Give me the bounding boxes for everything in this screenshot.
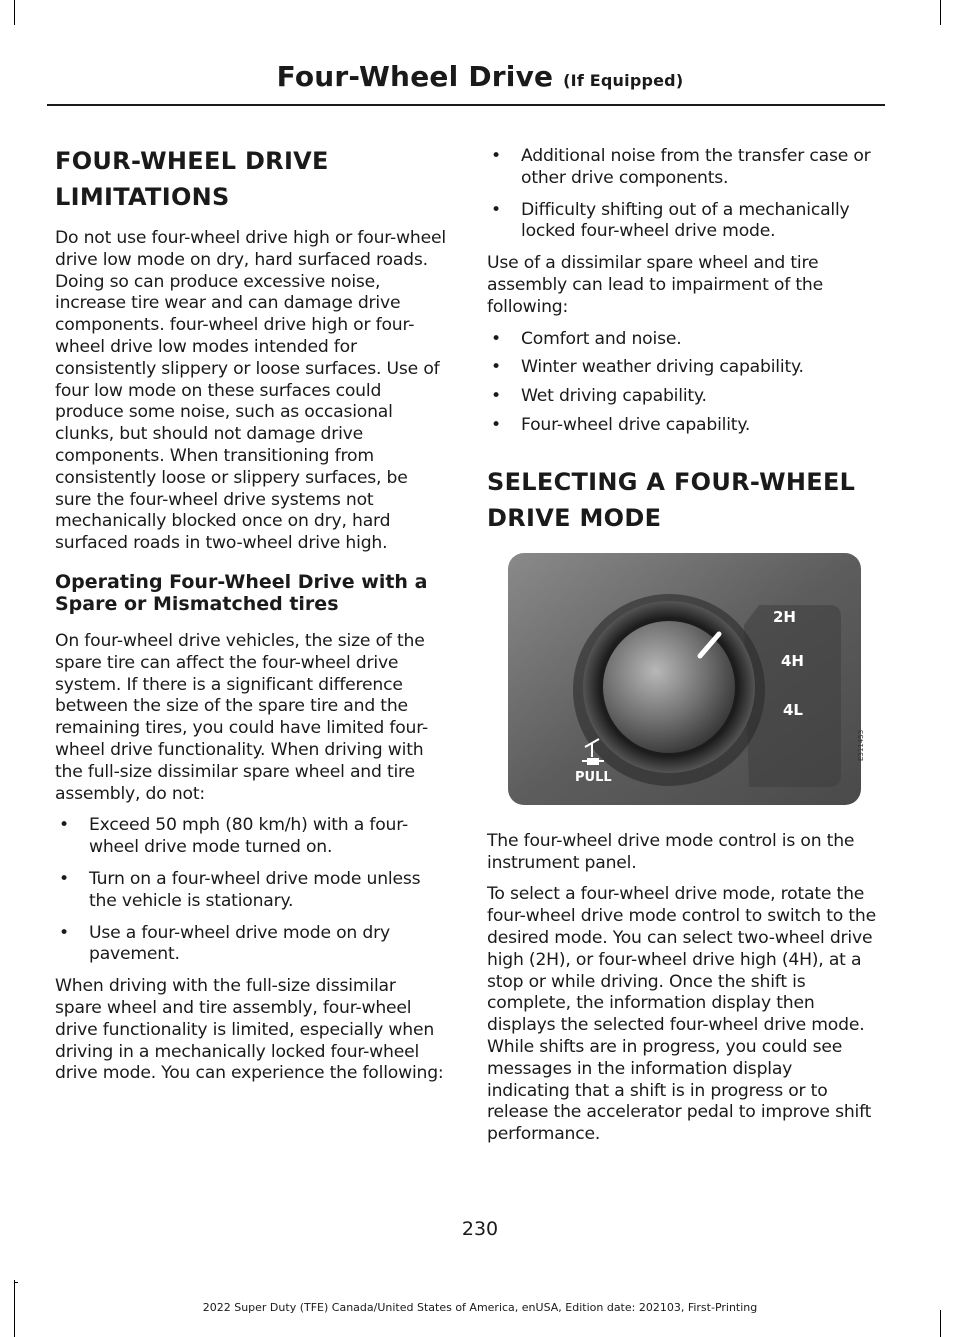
section-heading-line2: DRIVE MODE [487, 503, 662, 532]
mode-label-4l: 4L [783, 700, 803, 719]
section-heading-line2: LIMITATIONS [55, 183, 230, 211]
pull-label: PULL [575, 769, 612, 785]
section-heading: SELECTING A FOUR-WHEEL [487, 467, 856, 496]
paragraph: The four-wheel drive mode control is on the instrument panel. [487, 830, 855, 873]
page-header [0, 60, 960, 93]
list-item: • Additional noise from the transfer case or other drive components. [487, 146, 880, 190]
mode-label-4h: 4H [781, 651, 804, 670]
mode-label-2h: 2H [773, 607, 796, 626]
subsection-heading: Operating Four-Wheel Drive with a Spare or Mismatched tires [55, 570, 428, 615]
mode-control-panel-illustration [489, 547, 866, 809]
bullet-list [487, 329, 880, 437]
paragraph: To select a four-wheel drive mode, rotate the four-wheel drive mode control to switch to the desired mode. You can select two-wheel drive high (2H), or four-wheel drive high (4H), at a stop or while driving. Once the shift is complete, the information display then displays the selected four-wheel drive mode. While shifts are in progress, you could see messages in the information display indicating that a shift is in progress or to release the accelerator pedal to improve shift performance. [487, 884, 876, 1145]
paragraph: When driving with the full-size dissimilar spare wheel and tire assembly, four-wheel drive functionality is limited, especially when driving in a mechanically locked four-wheel drive mode. You can experience the following: [55, 976, 444, 1084]
list-item: • Four-wheel drive capability. [487, 415, 880, 437]
footer-edition: 2022 Super Duty (TFE) Canada/United States of America, enUSA, Edition date: 202103, First-Printing [202, 1301, 758, 1314]
page-number: 230 [461, 1218, 499, 1240]
header-subtitle: (If Equipped) [563, 71, 684, 90]
list-item: • Use a four-wheel drive mode on dry pavement. [55, 923, 447, 967]
bullet-list [487, 146, 880, 243]
list-item: • Difficulty shifting out of a mechanically locked four-wheel drive mode. [487, 200, 880, 244]
crop-mark [14, 0, 15, 25]
header-divider [47, 104, 885, 106]
image-code: E311453 [857, 729, 865, 761]
list-item: • Winter weather driving capability. [487, 357, 880, 379]
four-wheel-drive-control-figure [489, 547, 866, 809]
list-item: • Wet driving capability. [487, 386, 880, 408]
paragraph: Use of a dissimilar spare wheel and tire assembly can lead to impairment of the following: [487, 253, 823, 317]
list-item: • Exceed 50 mph (80 km/h) with a four-wheel drive mode turned on. [55, 815, 447, 859]
crop-mark [14, 1282, 18, 1283]
section-heading: FOUR-WHEEL DRIVE [55, 147, 329, 175]
list-item: • Comfort and noise. [487, 329, 880, 351]
header-title: Four-Wheel Drive [276, 60, 554, 93]
bullet-list [55, 815, 447, 966]
right-column [487, 146, 880, 1146]
left-column [55, 146, 447, 1085]
crop-mark [940, 1310, 941, 1337]
list-item: • Turn on a four-wheel drive mode unless the vehicle is stationary. [55, 869, 447, 913]
paragraph: Do not use four-wheel drive high or four-wheel drive low mode on dry, hard surfaced roads. Doing so can produce excessive noise, increase tire wear and can damage drive components. four-wheel drive high or four-wheel drive low modes intended for consistently slippery or loose surfaces. Use of four low mode on these surfaces could produce some noise, such as occasional clunks, but should not damage drive components. When transitioning from consistently loose or slippery surfaces, be sure the four-wheel drive systems not mechanically blocked once on dry, hard surfaced roads in two-wheel drive high. [55, 228, 446, 554]
paragraph: On four-wheel drive vehicles, the size of the spare tire can affect the four-wheel drive system. If there is a significant difference between the size of the spare tire and the remaining tires, you could have limited four-wheel drive functionality. When driving with the full-size dissimilar spare wheel and tire assembly, do not: [55, 630, 428, 804]
crop-mark [940, 0, 941, 25]
